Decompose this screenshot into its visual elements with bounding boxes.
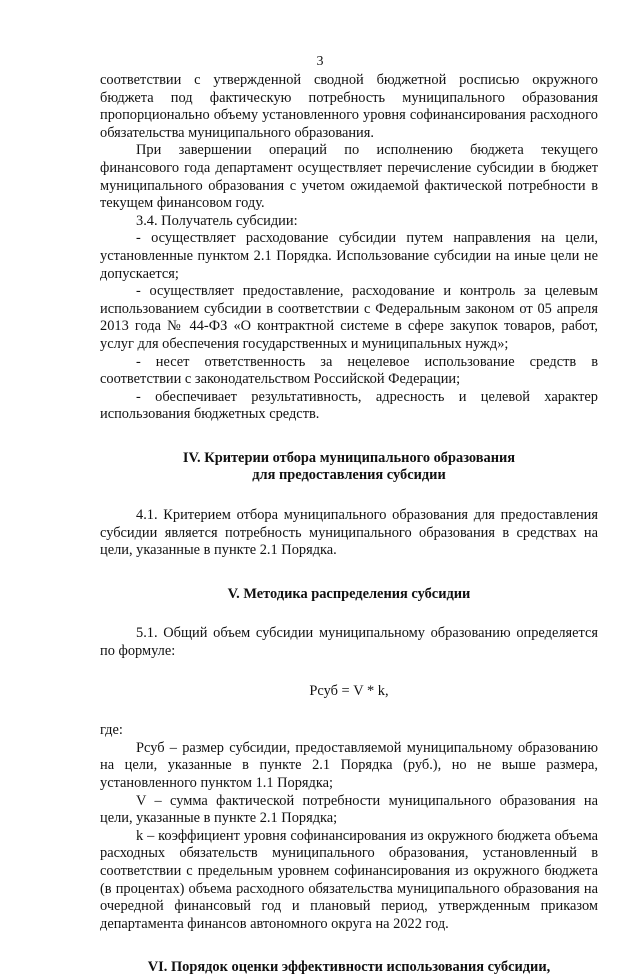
clause-3-4-item-2: - осуществляет предоставление, расходование и контроль за целевым использованием субсидии в соответствии с Федеральным законом от 05 апреля 2013 года № 44-ФЗ «О контрактной системе в сфере закупок товаров, работ, услуг для обеспечения государственных и муниципальных нужд»; — [100, 283, 598, 352]
section-5-heading: V. Методика распределения субсидии — [227, 585, 471, 602]
paragraph-completion: При завершении операций по исполнению бюджета текущего финансового года департамент осуществляет перечисление субсидии в бюджет муниципального образования с учетом ожидаемой фактической потребности в текущем финансовом году. — [100, 142, 598, 212]
definition-psub: Рсуб – размер субсидии, предоставляемой муниципальному образованию на цели, указанные в пункте 2.1 Порядка (руб.), но не выше размера, установленного пунктом 1.1 Порядка; — [100, 739, 598, 791]
clause-4-1: 4.1. Критерием отбора муниципального образования для предоставления субсидии является потребность муниципального образования в средствах на цели, указанные в пункте 2.1 Порядка. — [100, 507, 598, 559]
clause-3-4-item-1: - осуществляет расходование субсидии путем направления на цели, установленные пунктом 2.1 Порядка. Использование субсидии на иные цели не допускается; — [100, 230, 598, 282]
section-4-heading — [100, 450, 598, 485]
document-body — [100, 72, 598, 977]
section-6-heading: VI. Порядок оценки эффективности использования субсидии, — [147, 959, 551, 976]
formula: Рсуб = V * k, — [309, 682, 389, 699]
clause-3-4: 3.4. Получатель субсидии: — [136, 212, 298, 229]
paragraph-continuation: соответствии с утвержденной сводной бюджетной росписью окружного бюджета под фактическую потребность муниципального образования пропорционально объему установленного уровня софинансирования расходного обязательства муниципального образования. — [100, 72, 598, 141]
definition-v: V – сумма фактической потребности муниципального образования на цели, указанные в пункте 2.1 Порядка; — [100, 792, 598, 827]
page-number: 3 — [316, 54, 324, 69]
clause-5-1: 5.1. Общий объем субсидии муниципальному образованию определяется по формуле: — [100, 625, 598, 660]
clause-3-4-item-3: - несет ответственность за нецелевое использование средств в соответствии с законодательством Российской Федерации; — [100, 353, 598, 388]
section-4-title-line-2: для предоставления субсидии — [252, 467, 446, 484]
definition-k: k – коэффициент уровня софинансирования из окружного бюджета объема расходных обязательств муниципального образования, установленный в соответствии с предельным уровнем софинансирования из окружного бюджета (в процентах) объема расходного обязательства муниципального образования на очередной финансовый год и плановый период, утвержденным приказом департамента финансов автономного округа на 2022 год. — [100, 827, 598, 932]
section-4-title-line-1: IV. Критерии отбора муниципального образования — [182, 449, 516, 466]
clause-3-4-item-4: - обеспечивает результативность, адресность и целевой характер использования бюджетных средств. — [100, 388, 598, 423]
where-label: где: — [100, 722, 123, 739]
